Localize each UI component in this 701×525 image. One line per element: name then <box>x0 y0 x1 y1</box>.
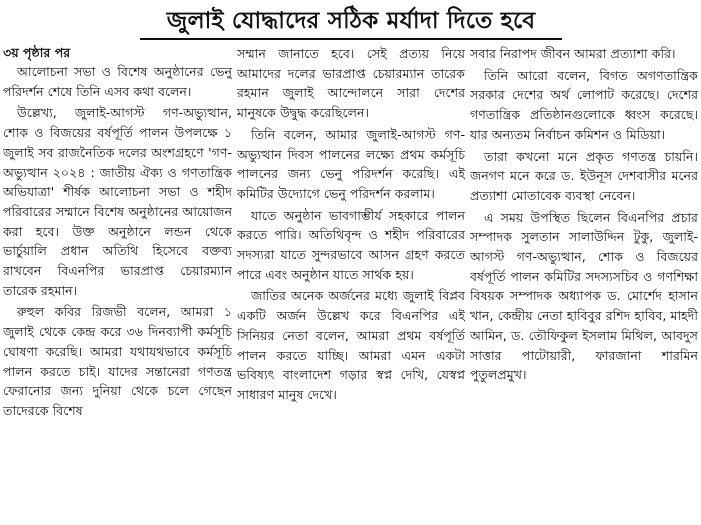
paragraph: তিনি বলেন, আমার জুলাই-আগস্ট গণ-অভ্যুত্থান দিবস পালনের লক্ষ্যে প্রথম কর্মসূচি পালনের জন্য ভেনু পরিদর্শন করেছি। এই কমিটির উদ্যোগে ভেনু পরিদর্শন করলাম। <box>237 126 465 201</box>
paragraph: সম্মান জানাতে হবে। সেই প্রত্যয় নিয়ে আমাদের দলের ভারপ্রাপ্ত চেয়ারম্যান তারেক রহমান জুলাই আন্দোলনে সারা দেশের মানুষকে উদ্বুদ্ধ করেছিলেন। <box>237 46 465 121</box>
column-1 <box>3 44 232 522</box>
continued-from-label: ৩য় পৃষ্ঠার পর <box>3 45 71 60</box>
paragraph: জাতির অনেক অর্জনের মধ্যে জুলাই বিপ্লব একটি অর্জন উল্লেখ করে বিএনপির এই সিনিয়র নেতা বলেন, আমরা প্রথম বর্ষপূর্তি পালন করতে যাচ্ছি। আমরা এমন একটা ভবিষ্যৎ বাংলাদেশ গড়ার স্বপ্ন দেখি, যেস্বপ্ন সাধারণ মানুষ দেখে। <box>237 288 465 402</box>
paragraph: রুহুল কবির রিজভী বলেন, আমরা ১ জুলাই থেকে কেন্দ্র করে ৩৬ দিনব্যাপী কর্মসূচি ঘোষণা করেছি। আমরা যথাযথভাবে কর্মসূচি পালন করতে চাই। যাদের সন্তানেরা গণতন্ত্র ফেরানোর জন্য দুনিয়া থেকে চলে গেছেন তাদেরকে বিশেষ <box>3 304 232 418</box>
paragraph: যাতে অনুষ্ঠান ভাবগাম্ভীর্য সহকারে পালন করতে পারি। অতিথিবৃন্দ ও শহীদ পরিবারের সদস্যরা যাতে সুন্দরভাবে আসন গ্রহণ করতে পারে এবং অনুষ্ঠান যাতে সার্থক হয়। <box>237 207 465 282</box>
article-columns <box>3 44 698 522</box>
paragraph: এ সময় উপস্থিত ছিলেন বিএনপির প্রচার সম্পাদক সুলতান সালাউদ্দিন টুকু, জুলাই-আগস্ট গণ-অভ্যুত্থান, শোক ও বিজয়ের বর্ষপূর্তি পালন কমিটির সদস্যসচিব ও গণশিক্ষা বিষয়ক সম্পাদক অধ্যাপক ড. মোর্শেদ হাসান খান, কেন্দ্রীয় নেতা হাবিবুর রশিদ হাবিব, মাহদী আমিন, ড. তৌফিকুল ইসলাম মিথিল, আবদুস সাত্তার পাটোয়ারী, ফারজানা শারমিন পুতুলপ্রমুখ। <box>470 209 698 383</box>
paragraph: আলোচনা সভা ও বিশেষ অনুষ্ঠানের ভেনু পরিদর্শন শেষে তিনি এসব কথা বলেন। <box>3 64 232 99</box>
headline-banner <box>140 4 562 40</box>
paragraph: উল্লেখ্য, জুলাই-আগস্ট গণ-অভ্যুত্থান, শোক ও বিজয়ের বর্ষপূর্তি পালন উপলক্ষে ১ জুলাই সব রাজনৈতিক দলের অংশগ্রহণে 'গণ-অভ্যুত্থান ২০২৪ : জাতীয় ঐক্য ও গণতান্ত্রিক অভিযাত্রা' শীর্ষক আলোচনা সভা ও শহীদ পরিবারের সম্মানে বিশেষ অনুষ্ঠানের আয়োজন করা হবে। উক্ত অনুষ্ঠানে লন্ডন থেকে ভার্চুয়ালি প্রধান অতিথি হিসেবে বক্তব্য রাখবেন বিএনপির ভারপ্রাপ্ত চেয়ারম্যান তারেক রহমান। <box>3 105 232 298</box>
column-3 <box>470 44 698 522</box>
paragraph: তিনি আরো বলেন, বিগত অগণতান্ত্রিক সরকার দেশের অর্থ লোপাট করেছে। দেশের গণতান্ত্রিক প্রতিষ্ঠানগুলোকে ধ্বংস করেছে। যার অন্যতম নির্বাচন কমিশন ও মিডিয়া। <box>470 67 698 142</box>
paragraph: সবার নিরাপদ জীবন আমরা প্রত্যাশা করি। <box>470 46 676 61</box>
paragraph: তারা কখনো মনে প্রকৃত গণতন্ত্র চায়নি। জনগণ মনে করে ড. ইউনূস দেশবাসীর মনের প্রত্যাশা মোতাবেক ব্যবস্থা নেবেন। <box>470 148 698 203</box>
column-2 <box>237 44 465 522</box>
headline: জুলাই যোদ্ধাদের সঠিক মর্যাদা দিতে হবে <box>166 8 536 34</box>
